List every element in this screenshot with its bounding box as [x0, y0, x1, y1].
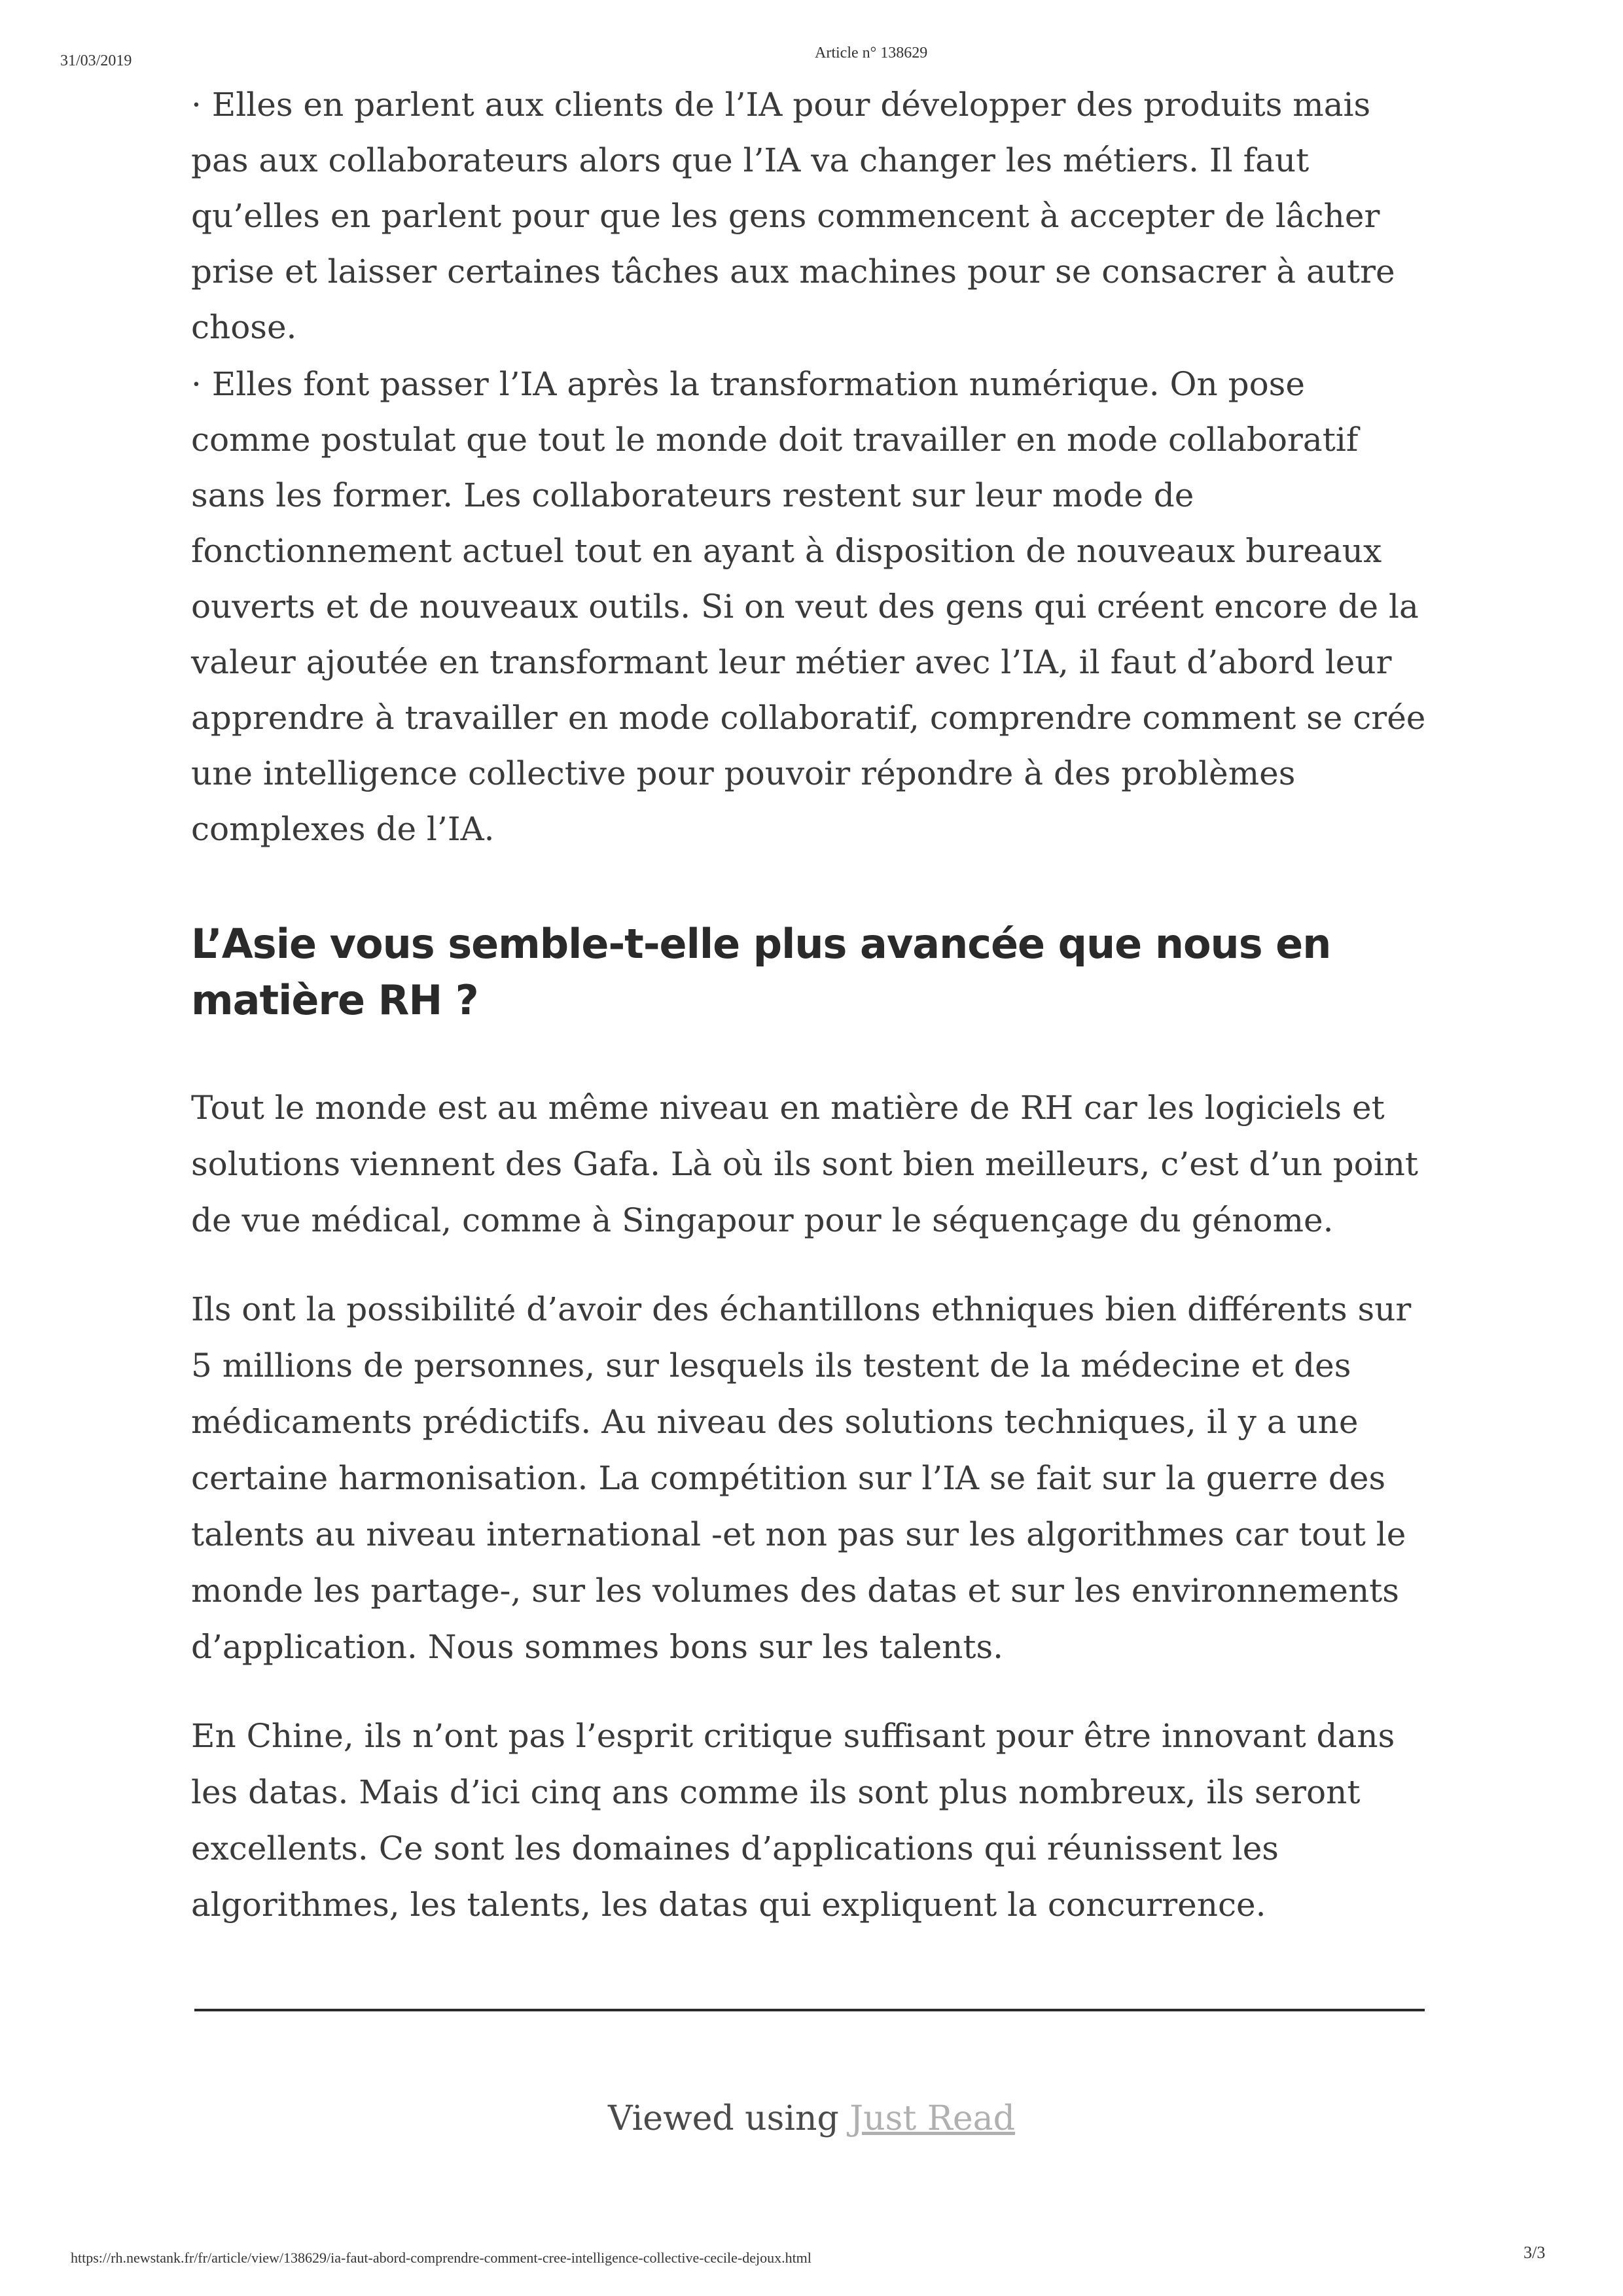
bullet-item: · Elles en parlent aux clients de l’IA pour développer des produits mais pas aux collaborateurs alors que l’IA va changer les métiers. Il faut qu’elles en parlent pour que les gens commencent à accepter de lâcher prise et laisser certaines tâches aux machines pour se consacrer à autre chose.: [191, 86, 1395, 346]
viewed-using-line: [0, 2099, 1623, 2138]
article-number: Article n° 138629: [815, 44, 928, 62]
question-heading: L’Asie vous semble-t-elle plus avancée que nous en matière RH ?: [191, 920, 1331, 1024]
print-header: [0, 44, 1623, 71]
page-url: https://rh.newstank.fr/fr/article/view/138629/ia-faut-abord-comprendre-comment-cree-intelligence-collective-cecile-dejoux.html: [71, 2250, 812, 2266]
print-date: 31/03/2019: [60, 52, 132, 69]
answer-paragraph: Ils ont la possibilité d’avoir des échantillons ethniques bien différents sur 5 millions de personnes, sur lesquels ils testent de la médecine et des médicaments prédictifs. Au niveau des solutions techniques, il y a une certaine harmonisation. La compétition sur l’IA se fait sur la guerre des talents au niveau international -et non pas sur les algorithmes car tout le monde les partage-, sur les volumes des datas et sur les environnements d’application. Nous sommes bons sur les talents.: [191, 1290, 1412, 1666]
answer-paragraph: Tout le monde est au même niveau en matière de RH car les logiciels et solutions viennent des Gafa. Là où ils sont bien meilleurs, c’est d’un point de vue médical, comme à Singapour pour le séquençage du génome.: [191, 1089, 1419, 1239]
article-body: [191, 77, 1435, 1933]
answer-paragraph: En Chine, ils n’ont pas l’esprit critique suffisant pour être innovant dans les datas. Mais d’ici cinq ans comme ils sont plus nombreux, ils seront excellents. Ce sont les domaines d’applications qui réunissent les algorithmes, les talents, les datas qui expliquent la concurrence.: [191, 1717, 1395, 1924]
horizontal-divider: [194, 2009, 1425, 2011]
page-number: 3/3: [1524, 2243, 1546, 2262]
just-read-link[interactable]: Just Read: [849, 2099, 1015, 2138]
bullet-item: · Elles font passer l’IA après la transformation numérique. On pose comme postulat que tout le monde doit travailler en mode collaboratif sans les former. Les collaborateurs restent sur leur mode de fonctionnement actuel tout en ayant à disposition de nouveaux bureaux ouverts et de nouveaux outils. Si on veut des gens qui créent encore de la valeur ajoutée en transformant leur métier avec l’IA, il faut d’abord leur apprendre à travailler en mode collaboratif, comprendre comment se crée une intelligence collective pour pouvoir répondre à des problèmes complexes de l’IA.: [191, 365, 1426, 848]
viewed-using-prefix: Viewed using: [608, 2099, 850, 2138]
